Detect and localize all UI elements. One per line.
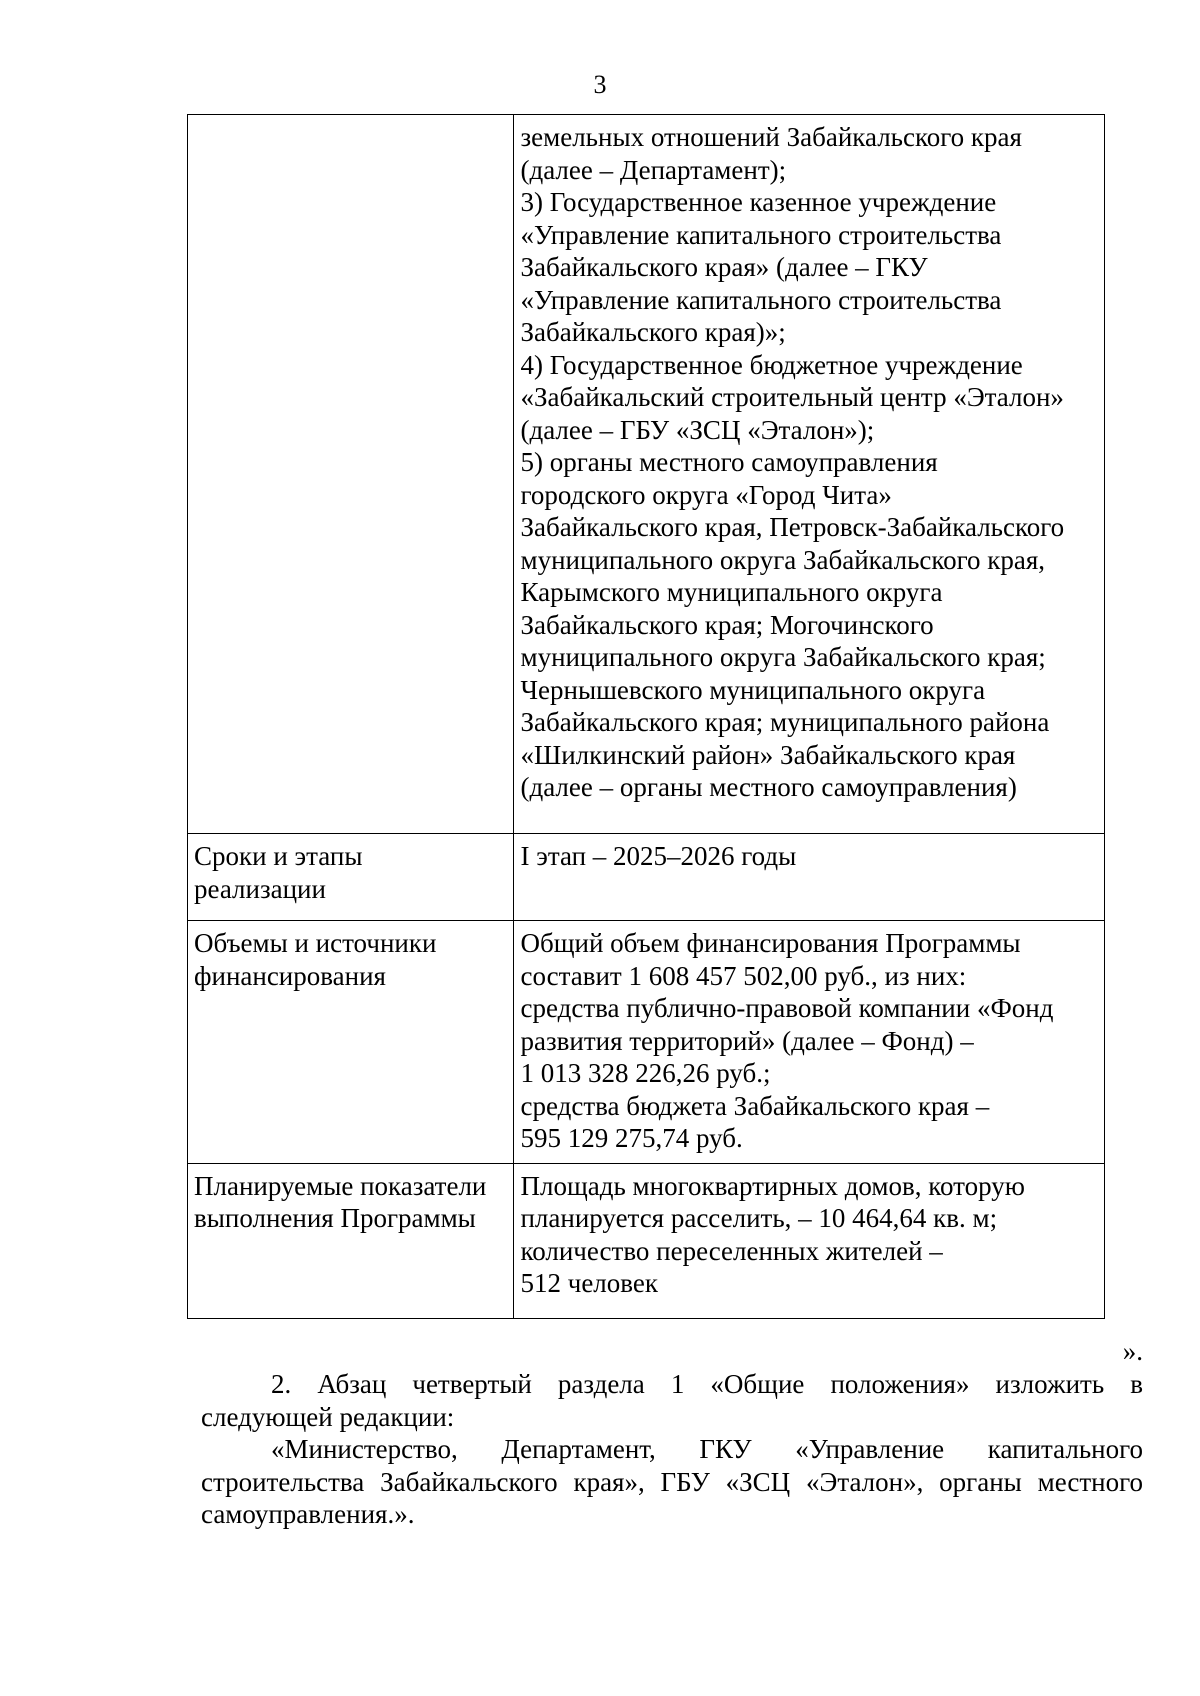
- content-line: «Шилкинский район» Забайкальского края: [520, 739, 1016, 770]
- amendment-paragraph-2: [201, 1368, 1143, 1433]
- row-label-cell: [188, 1163, 514, 1318]
- content-line: средства бюджета Забайкальского края –: [520, 1090, 990, 1121]
- content-line: «Управление капитального строительства: [520, 284, 1002, 315]
- label-line: выполнения Программы: [194, 1203, 476, 1233]
- content-line: муниципального округа Забайкальского края;: [520, 642, 1046, 672]
- row-content-cell: [514, 1163, 1105, 1318]
- content-line: Чернышевского муниципального округа: [520, 674, 986, 705]
- content-line: 3) Государственное казенное учреждение: [520, 187, 997, 217]
- content-line: земельных отношений Забайкальского края: [520, 122, 1022, 152]
- content-line: городского округа «Город Чита»: [520, 479, 892, 510]
- content-line: 1 013 328 226,26 руб.;: [520, 1058, 771, 1088]
- row-content-cell: [514, 921, 1105, 1164]
- table-row-financing: [188, 921, 1105, 1164]
- content-line: 5) органы местного самоуправления: [520, 447, 938, 477]
- content-line: (далее – органы местного самоуправления): [520, 772, 1017, 802]
- amendment-quoted-text: [201, 1433, 1143, 1531]
- content-line: 512 человек: [520, 1268, 658, 1298]
- content-line: средства публично-правовой компании «Фонд: [520, 993, 1054, 1023]
- row-label-cell: [188, 921, 514, 1164]
- content-line: Забайкальского края, Петровск-Забайкальского: [520, 512, 1065, 542]
- content-line: муниципального округа Забайкальского края,: [520, 544, 1046, 575]
- paragraph-line: следующей редакции:: [201, 1401, 455, 1432]
- label-line: Планируемые показатели: [194, 1170, 487, 1201]
- row-label-cell: [188, 834, 514, 921]
- content-line: «Управление капитального строительства: [520, 219, 1002, 250]
- content-line: Площадь многоквартирных домов, которую: [520, 1170, 1025, 1201]
- paragraph-line: самоуправления.».: [201, 1499, 415, 1529]
- label-line: Сроки и этапы: [194, 841, 363, 871]
- content-line: Забайкальского края)»;: [520, 317, 786, 347]
- content-line: развития территорий» (далее – Фонд) –: [520, 1025, 974, 1056]
- content-line: I этап – 2025–2026 годы: [520, 841, 797, 871]
- content-line: Карымского муниципального округа: [520, 577, 943, 607]
- table-row-terms: [188, 834, 1105, 921]
- content-line: Забайкальского края» (далее – ГКУ: [520, 252, 928, 282]
- program-passport-table: [187, 114, 1105, 1319]
- paragraph-line: «Министерство, Департамент, ГКУ «Управление капитального: [271, 1434, 1143, 1464]
- label-line: финансирования: [194, 960, 386, 991]
- content-line: (далее – Департамент);: [520, 154, 787, 185]
- label-line: Объемы и источники: [194, 928, 437, 958]
- row-content-cell: [514, 115, 1105, 834]
- content-line: составит 1 608 457 502,00 руб., из них:: [520, 960, 967, 991]
- content-line: Общий объем финансирования Программы: [520, 928, 1021, 958]
- content-line: 595 129 275,74 руб.: [520, 1123, 743, 1153]
- row-content-cell: [514, 834, 1105, 921]
- content-line: планируется расселить, – 10 464,64 кв. м;: [520, 1203, 998, 1233]
- content-line: Забайкальского края; муниципального района: [520, 707, 1050, 737]
- row-label-cell: [188, 115, 514, 834]
- content-line: Забайкальского края; Могочинского: [520, 609, 934, 640]
- content-line: «Забайкальский строительный центр «Эталон»: [520, 382, 1064, 412]
- paragraph-line: 2. Абзац четвертый раздела 1 «Общие положения» изложить в: [271, 1369, 1143, 1399]
- label-line: реализации: [194, 873, 326, 904]
- page-number: 3: [593, 70, 607, 99]
- table-row-executors: [188, 115, 1105, 834]
- content-line: (далее – ГБУ «ЗСЦ «Эталон»);: [520, 414, 875, 445]
- content-line: количество переселенных жителей –: [520, 1235, 943, 1266]
- content-line: 4) Государственное бюджетное учреждение: [520, 349, 1023, 380]
- paragraph-line: строительства Забайкальского края», ГБУ «ЗСЦ «Эталон», органы местного: [201, 1466, 1143, 1497]
- table-row-indicators: [188, 1163, 1105, 1318]
- closing-quote: ».: [1122, 1336, 1143, 1366]
